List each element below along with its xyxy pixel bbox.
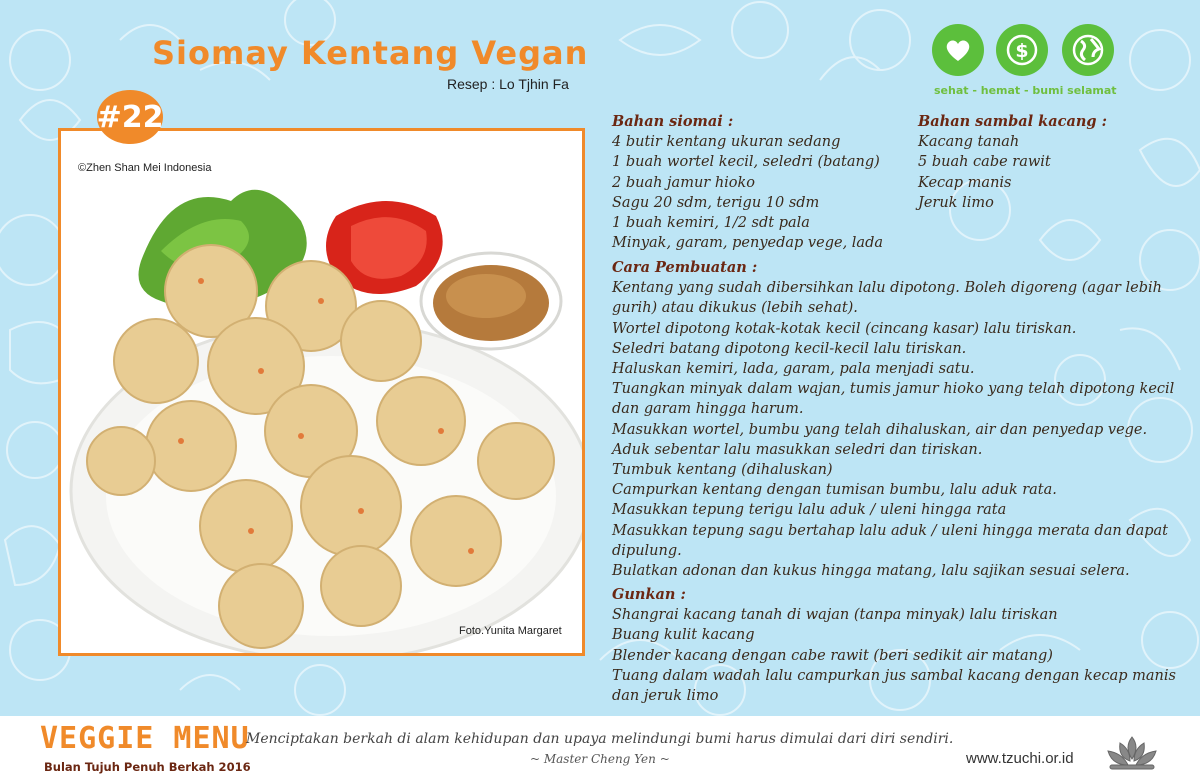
method-line: Campurkan kentang dengan tumisan bumbu, lalu aduk rata. [612,482,1057,499]
footer-quote: Menciptakan berkah di alam kehidupan dan upaya melindungi bumi harus dimulai dari diri sendiri. [246,731,954,747]
method-line: Tumbuk kentang (dihaluskan) [612,462,833,479]
method-line: Bulatkan adonan dan kukus hingga matang, lalu sajikan sesuai selera. [612,563,1130,580]
ingredients-sauce [918,112,1107,213]
sauce-method-section [612,585,1176,706]
method-line: Seledri batang dipotong kecil-kecil lalu tiriskan. [612,340,967,357]
section-heading: Cara Pembuatan : [612,259,758,276]
ingredient-line: 2 buah jamur hioko [612,174,756,191]
method-section [612,258,1174,581]
brand-subtitle: Bulan Tujuh Penuh Berkah 2016 [44,760,251,774]
recipe-title: Siomay Kentang Vegan [152,34,589,72]
value-tagline: sehat - hemat - bumi selamat [934,84,1117,97]
ingredients-siomai [612,112,883,253]
website-link[interactable]: www.tzuchi.or.id [966,750,1074,767]
globe-icon [1062,24,1114,76]
ingredient-line: Jeruk limo [918,194,994,211]
section-heading: Gunkan : [612,586,686,603]
method-line: Masukkan tepung terigu lalu aduk / uleni hingga rata [612,502,1007,519]
method-line: Aduk sebentar lalu masukkan seledri dan tiriskan. [612,441,983,458]
footer [0,716,1200,783]
method-line: Tuangkan minyak dalam wajan, tumis jamur hioko yang telah dipotong kecil [612,381,1175,398]
ingredient-line: Kacang tanah [918,134,1020,151]
method-line: Buang kulit kacang [612,627,755,644]
ingredient-line: Sagu 20 sdm, terigu 10 sdm [612,194,820,211]
siomay-illustration [61,131,582,653]
method-line: Shangrai kacang tanah di wajan (tanpa minyak) lalu tiriskan [612,607,1058,624]
recipe-number-badge: #22 [97,90,163,144]
ingredient-line: Kecap manis [918,174,1012,191]
method-line: dan jeruk limo [612,688,719,705]
photo-copyright: ©Zhen Shan Mei Indonesia [78,162,212,174]
method-line: Masukkan wortel, bumbu yang telah dihaluskan, air dan penyedap vege. [612,421,1148,438]
food-photo [58,128,585,656]
method-line: gurih) atau dikukus (lebih sehat). [612,300,858,317]
method-line: Haluskan kemiri, lada, garam, pala menjadi satu. [612,361,975,378]
svg-text:$: $ [1015,40,1029,62]
method-line: Masukkan tepung sagu bertahap lalu aduk / uleni hingga merata dan dapat [612,522,1168,539]
method-line: Wortel dipotong kotak-kotak kecil (cincang kasar) lalu tiriskan. [612,320,1077,337]
method-line: Tuang dalam wadah lalu campurkan jus sambal kacang dengan kecap manis [612,667,1176,684]
quote-author: ~ Master Cheng Yen ~ [530,752,670,766]
ingredient-line: Minyak, garam, penyedap vege, lada [612,235,883,252]
section-heading: Bahan siomai : [612,113,734,130]
dollar-icon [996,24,1048,76]
ingredient-line: 4 butir kentang ukuran sedang [612,134,841,151]
method-line: dan garam hingga harum. [612,401,804,418]
ingredient-line: 1 buah wortel kecil, seledri (batang) [612,154,880,171]
heart-icon [932,24,984,76]
recipe-author: Resep : Lo Tjhin Fa [447,76,569,92]
section-heading: Bahan sambal kacang : [918,113,1107,130]
photo-credit: Foto.Yunita Margaret [459,625,562,637]
ingredient-line: 1 buah kemiri, 1/2 sdt pala [612,215,810,232]
method-line: dipulung. [612,542,682,559]
lotus-logo-icon [1102,733,1162,773]
method-line: Kentang yang sudah dibersihkan lalu dipotong. Boleh digoreng (agar lebih [612,280,1162,297]
ingredient-line: 5 buah cabe rawit [918,154,1051,171]
brand-logo-text: VEGGIE MENU [40,721,250,756]
method-line: Blender kacang dengan cabe rawit (beri sedikit air matang) [612,647,1053,664]
